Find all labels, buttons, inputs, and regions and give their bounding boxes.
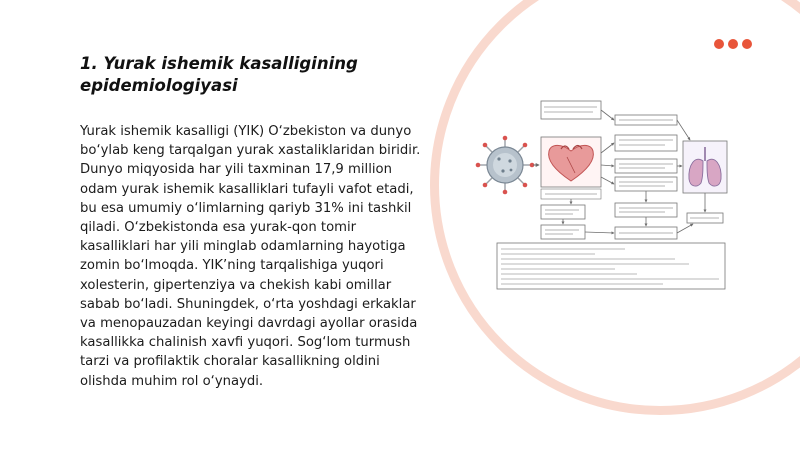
diagram-box <box>541 225 585 239</box>
diagram-box <box>541 101 601 119</box>
menu-dots-icon[interactable] <box>714 39 752 49</box>
notes-box <box>497 243 725 289</box>
heart-icon <box>541 137 601 187</box>
dot <box>728 39 738 49</box>
slide-body-text: Yurak ishemik kasalligi (YIK) O‘zbekiston va dunyo bo‘ylab keng tarqalgan yurak xastaliklaridan biridir. Dunyo miqyosida har yili taxminan 17,9 million odam yurak ishemik kasalliklari tufayli vafot etadi, bu esa umumiy o‘limlarning qariyb 31% ini tashkil qiladi. O‘zbekistonda esa yurak-qon tomir kasalliklari har yili minglab odamlarning hayotiga zomin bo‘lmoqda. YIK’ning tarqalishiga yuqori xolesterin, gipertenziya va chekish kabi omillar sabab bo‘ladi. Shuningdek, o‘rta yoshdagi erkaklar va menopauzadan keyingi davrdagi ayollar orasida kasallikka chalinish xavfi yuqori. Sog‘lom turmush tarzi va profilaktik choralar kasallikning oldini olishda muhim rol o‘ynaydi. <box>80 124 421 389</box>
dot <box>742 39 752 49</box>
flowchart-diagram <box>475 93 730 293</box>
diagram-box <box>541 205 585 219</box>
diagram-figure <box>475 93 730 293</box>
virus-icon <box>476 136 535 195</box>
slide-title: 1. Yurak ishemik kasalligining epidemiologiyasi <box>80 54 358 95</box>
dot <box>714 39 724 49</box>
lungs-icon <box>683 141 727 193</box>
